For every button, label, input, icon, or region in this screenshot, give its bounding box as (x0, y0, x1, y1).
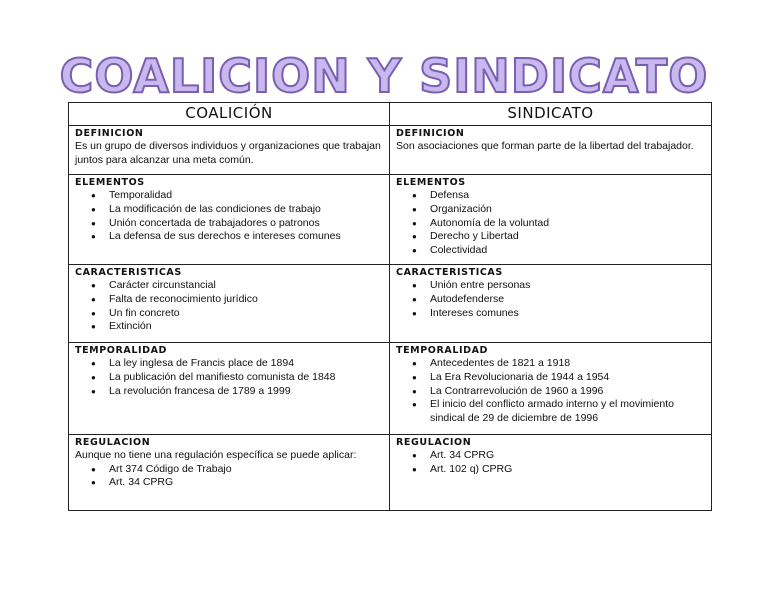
section-label: TEMPORALIDAD (396, 345, 489, 356)
regulation-text: Aunque no tiene una regulación específica se puede aplicar: (75, 449, 357, 461)
cell-definicion-right (390, 126, 712, 175)
bullet-list (75, 189, 384, 244)
list-item: ● El inicio del conflicto armado interno y el movimiento sindical de 29 de diciembre de 1996 (430, 398, 706, 426)
bullet-list (75, 279, 384, 334)
cell-caracteristicas-left (69, 265, 390, 343)
definition-text: Son asociaciones que forman parte de la libertad del trabajador. (396, 140, 694, 152)
row-regulacion (69, 435, 712, 511)
bullet-list (396, 189, 706, 258)
page-title: COALICION Y SINDICATO (59, 49, 709, 103)
list-item: ● La ley inglesa de Francis place de 1894 (109, 357, 384, 371)
list-item: ● La publicación del manifiesto comunista de 1848 (109, 371, 384, 385)
header-coalicion: COALICIÓN (69, 103, 390, 126)
list-item: ● La revolución francesa de 1789 a 1999 (109, 385, 384, 399)
list-item: ● Art 374 Código de Trabajo (109, 463, 384, 477)
section-label: DEFINICION (75, 128, 144, 139)
list-item: ● Falta de reconocimiento jurídico (109, 293, 384, 307)
list-item: ● Unión concertada de trabajadores o patronos (109, 217, 384, 231)
cell-elementos-left (69, 175, 390, 265)
list-item: ● Art. 34 CPRG (430, 449, 706, 463)
bullet-list (75, 463, 384, 491)
row-caracteristicas (69, 265, 712, 343)
comparison-table (68, 102, 712, 511)
bullet-list (396, 279, 706, 320)
list-item: ● Unión entre personas (430, 279, 706, 293)
cell-elementos-right (390, 175, 712, 265)
bullet-list (396, 449, 706, 477)
list-item: ● Autodefenderse (430, 293, 706, 307)
section-label: ELEMENTOS (396, 177, 466, 188)
list-item: ● Organización (430, 203, 706, 217)
list-item: ● Art. 102 q) CPRG (430, 463, 706, 477)
cell-regulacion-left (69, 435, 390, 511)
row-definicion (69, 126, 712, 175)
list-item: ● La modificación de las condiciones de trabajo (109, 203, 384, 217)
list-item: ● La Contrarrevolución de 1960 a 1996 (430, 385, 706, 399)
list-item: ● Intereses comunes (430, 307, 706, 321)
section-label: DEFINICION (396, 128, 465, 139)
list-item: ● Art. 34 CPRG (109, 476, 384, 490)
list-item: ● Temporalidad (109, 189, 384, 203)
list-item: ● Autonomía de la voluntad (430, 217, 706, 231)
bullet-list (396, 357, 706, 426)
cell-definicion-left (69, 126, 390, 175)
section-label: CARACTERISTICAS (75, 267, 182, 278)
list-item: ● La defensa de sus derechos e intereses comunes (109, 230, 384, 244)
section-label: TEMPORALIDAD (75, 345, 168, 356)
cell-temporalidad-left (69, 343, 390, 435)
row-temporalidad (69, 343, 712, 435)
cell-regulacion-right (390, 435, 712, 511)
section-label: REGULACION (396, 437, 472, 448)
bullet-list (75, 357, 384, 398)
list-item: ● Colectividad (430, 244, 706, 258)
row-elementos (69, 175, 712, 265)
list-item: ● Antecedentes de 1821 a 1918 (430, 357, 706, 371)
title-wrap (0, 50, 768, 102)
list-item: ● Un fin concreto (109, 307, 384, 321)
header-sindicato: SINDICATO (390, 103, 712, 126)
list-item: ● Extinción (109, 320, 384, 334)
section-label: CARACTERISTICAS (396, 267, 503, 278)
cell-caracteristicas-right (390, 265, 712, 343)
section-label: ELEMENTOS (75, 177, 145, 188)
definition-text: Es un grupo de diversos individuos y organizaciones que trabajan juntos para alcanzar una meta común. (75, 140, 381, 166)
cell-temporalidad-right (390, 343, 712, 435)
list-item: ● La Era Revolucionaria de 1944 a 1954 (430, 371, 706, 385)
header-row (69, 103, 712, 126)
list-item: ● Defensa (430, 189, 706, 203)
list-item: ● Carácter circunstancial (109, 279, 384, 293)
section-label: REGULACION (75, 437, 151, 448)
list-item: ● Derecho y Libertad (430, 230, 706, 244)
